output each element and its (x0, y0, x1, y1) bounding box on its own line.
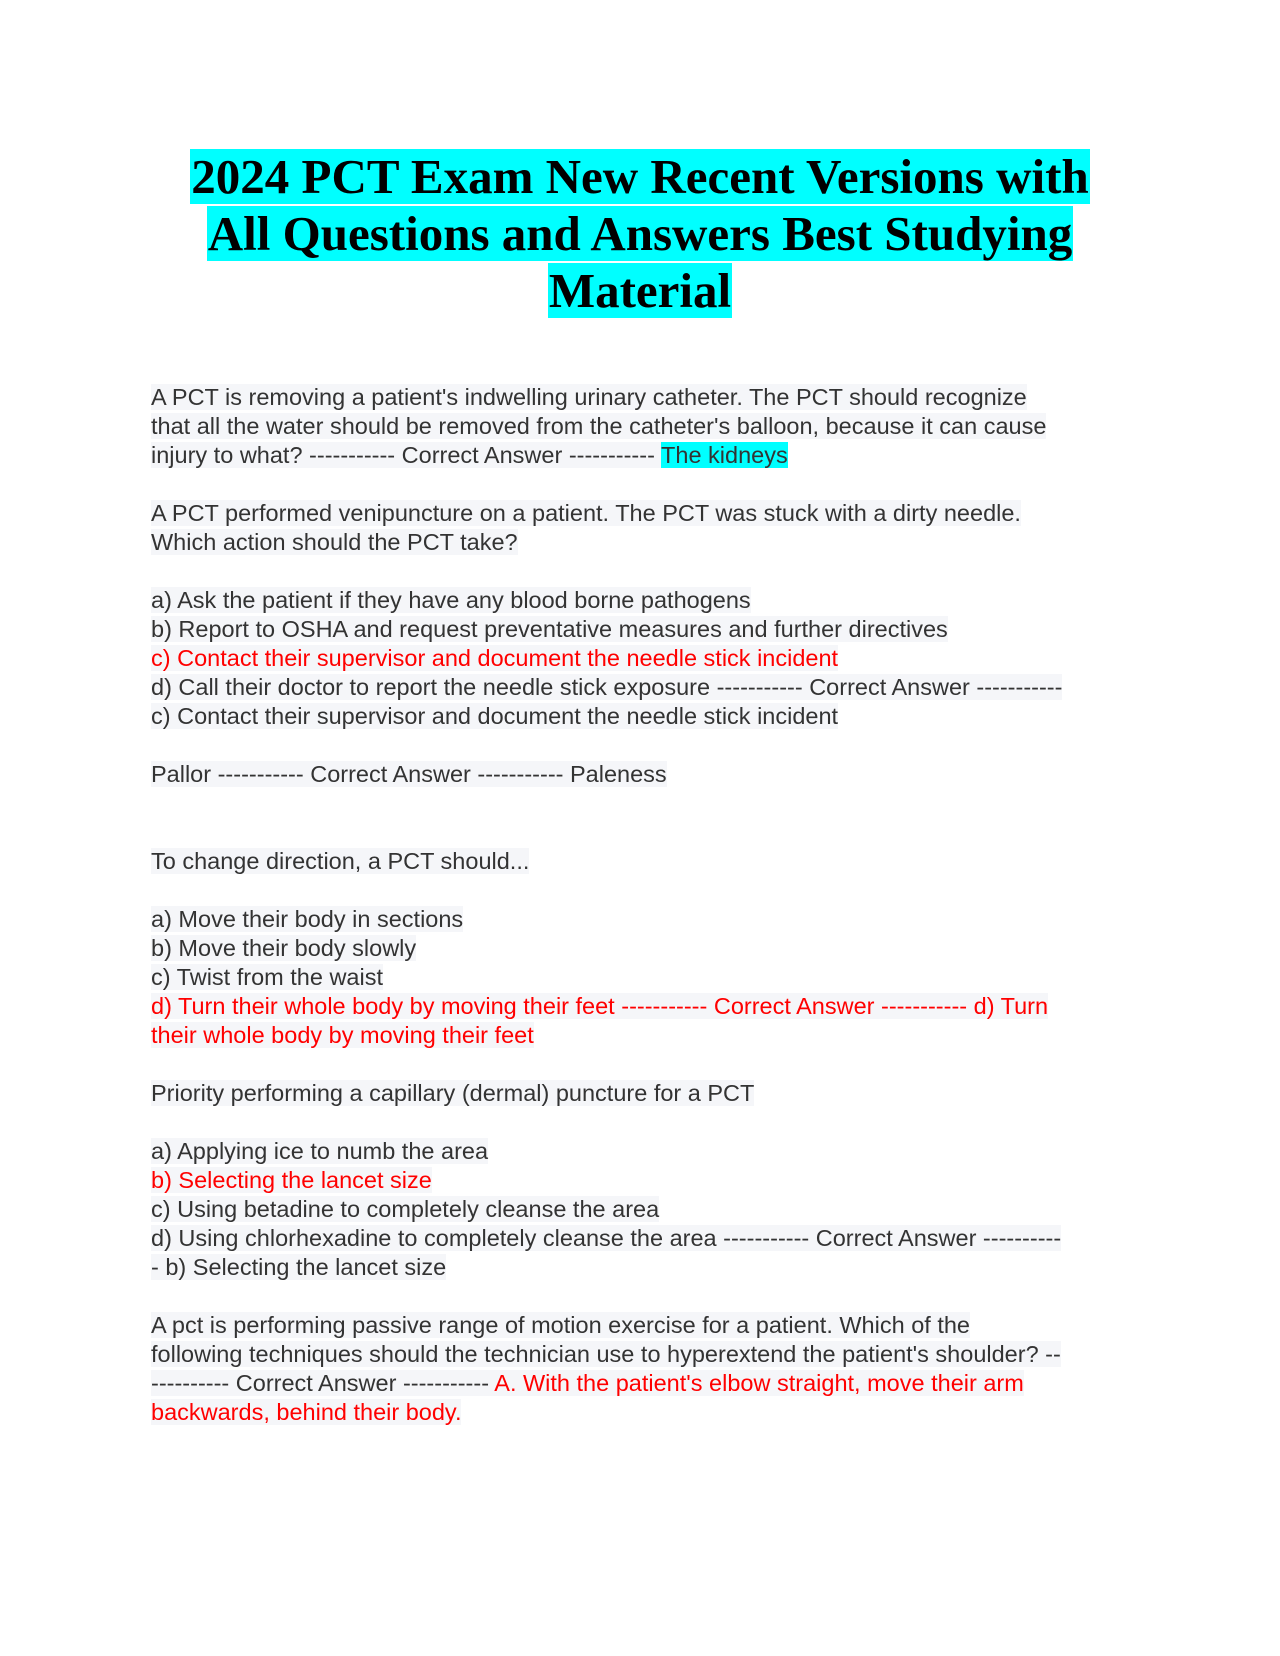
question-text: Which action should the PCT take? (151, 529, 518, 555)
answer-option: c) Twist from the waist (151, 964, 384, 990)
answer-option: a) Ask the patient if they have any blood borne pathogens (151, 587, 751, 613)
correct-option: d) Turn their whole body by moving their feet ----------- Correct Answer ----------- d) Turn (151, 993, 1049, 1019)
question-text: A PCT is removing a patient's indwelling urinary catheter. The PCT should recognize (151, 384, 1027, 410)
correct-option: b) Selecting the lancet size (151, 1167, 432, 1193)
question-text: injury to what? ----------- Correct Answer ----------- (151, 442, 662, 468)
question-block-needle-stick (151, 499, 1141, 731)
answer-option: d) Using chlorhexadine to completely cleanse the area ----------- Correct Answer ---------- (151, 1225, 1062, 1251)
question-text: A pct is performing passive range of motion exercise for a patient. Which of the (151, 1312, 970, 1338)
document-title (150, 148, 1130, 319)
title-line: Material (548, 263, 732, 318)
question-block-capillary-puncture (151, 1079, 1141, 1282)
answer-option: a) Applying ice to numb the area (151, 1138, 489, 1164)
question-block-change-direction (151, 847, 1141, 1050)
title-line: All Questions and Answers Best Studying (207, 206, 1073, 261)
correct-option: their whole body by moving their feet (151, 1022, 534, 1048)
question-text: Pallor ----------- Correct Answer ----------- Paleness (151, 761, 667, 787)
question-text: ---------- Correct Answer ----------- (151, 1370, 495, 1396)
question-block-catheter (151, 383, 1141, 470)
answer-option: b) Move their body slowly (151, 935, 417, 961)
answer-option: d) Call their doctor to report the needle stick exposure ----------- Correct Answer ----------- (151, 674, 1063, 700)
answer-option: a) Move their body in sections (151, 906, 464, 932)
question-block-pallor (151, 760, 1141, 789)
question-text: A PCT performed venipuncture on a patient. The PCT was stuck with a dirty needle. (151, 500, 1021, 526)
correct-answer-text: backwards, behind their body. (151, 1399, 462, 1425)
question-block-range-of-motion (151, 1311, 1141, 1427)
question-list (151, 383, 1141, 1427)
answer-option: b) Report to OSHA and request preventative measures and further directives (151, 616, 948, 642)
answer-text: - b) Selecting the lancet size (151, 1254, 447, 1280)
correct-answer-text: A. With the patient's elbow straight, move their arm (494, 1370, 1024, 1396)
question-text: that all the water should be removed from the catheter's balloon, because it can cause (151, 413, 1047, 439)
question-text: Priority performing a capillary (dermal) puncture for a PCT (151, 1080, 755, 1106)
correct-option: c) Contact their supervisor and document the needle stick incident (151, 645, 839, 671)
answer-text: c) Contact their supervisor and document the needle stick incident (151, 703, 839, 729)
question-text: following techniques should the technician use to hyperextend the patient's shoulder? -- (151, 1341, 1061, 1367)
title-line: 2024 PCT Exam New Recent Versions with (191, 149, 1089, 204)
highlighted-answer: The kidneys (661, 442, 788, 468)
question-text: To change direction, a PCT should... (151, 848, 530, 874)
answer-option: c) Using betadine to completely cleanse the area (151, 1196, 660, 1222)
